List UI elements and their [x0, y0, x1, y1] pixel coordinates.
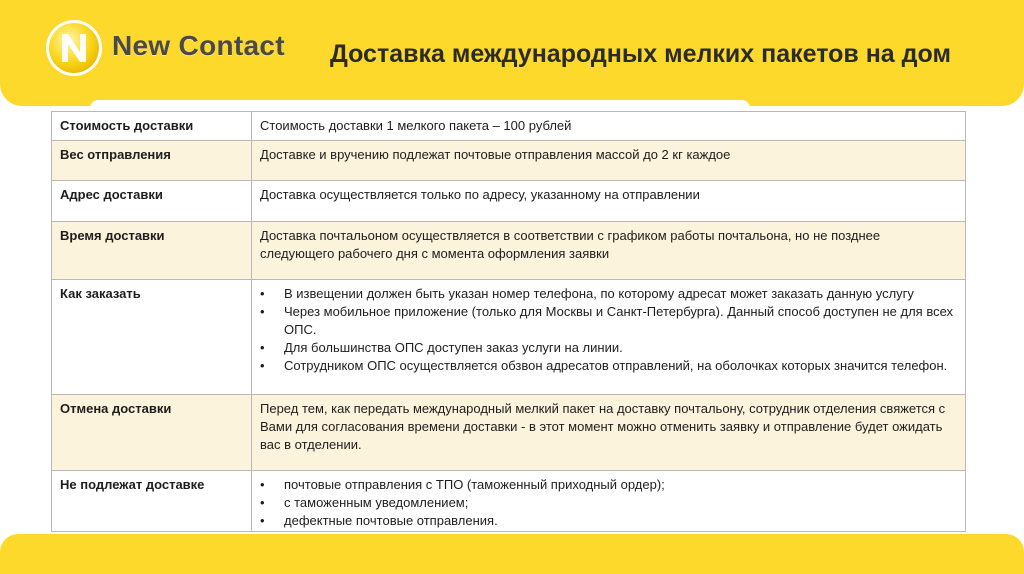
row-label: Отмена доставки: [52, 395, 252, 471]
list-item: • дефектные почтовые отправления.: [260, 512, 957, 530]
list-item: • В извещении должен быть указан номер телефона, по которому адресат может заказать данную услугу: [260, 285, 957, 303]
row-label: Как заказать: [52, 280, 252, 395]
row-value: [252, 471, 966, 532]
row-label: Адрес доставки: [52, 181, 252, 222]
row-value: Доставка почтальоном осуществляется в соответствии с графиком работы почтальона, но не позднее следующего рабочего дня с момента оформления заявки: [252, 222, 966, 280]
list-item: • с таможенным уведомлением;: [260, 494, 957, 512]
list-item: • Для большинства ОПС доступен заказ услуги на линии.: [260, 339, 957, 357]
table-row: [52, 395, 966, 471]
footer-band: [0, 534, 1024, 574]
page-title: Доставка международных мелких пакетов на дом: [330, 40, 951, 68]
row-label: Время доставки: [52, 222, 252, 280]
row-label: Вес отправления: [52, 141, 252, 181]
bullet-list: [260, 285, 957, 375]
row-value: Перед тем, как передать международный мелкий пакет на доставку почтальону, сотрудник отделения свяжется с Вами для согласования времени доставки - в этот момент можно отменить заявку и отправление будет ожидать вас в отделении.: [252, 395, 966, 471]
circle-n-logo-icon: [44, 18, 104, 78]
delivery-info-table: [51, 111, 966, 532]
row-label: Не подлежат доставке: [52, 471, 252, 532]
table-row: [52, 112, 966, 141]
row-label: Стоимость доставки: [52, 112, 252, 141]
bullet-list: [260, 476, 957, 530]
list-item: • почтовые отправления с ТПО (таможенный приходный ордер);: [260, 476, 957, 494]
table-row: [52, 181, 966, 222]
brand-name: New Contact: [112, 30, 285, 61]
table-row: [52, 471, 966, 532]
header-divider: [90, 100, 750, 108]
table-row: [52, 141, 966, 181]
table-row: [52, 280, 966, 395]
list-item: • Сотрудником ОПС осуществляется обзвон адресатов отправлений, на оболочках которых значится телефон.: [260, 357, 957, 375]
row-value: Доставке и вручению подлежат почтовые отправления массой до 2 кг каждое: [252, 141, 966, 181]
row-value: Стоимость доставки 1 мелкого пакета – 100 рублей: [252, 112, 966, 141]
list-item: • Через мобильное приложение (только для Москвы и Санкт-Петербурга). Данный способ доступен не для всех ОПС.: [260, 303, 957, 339]
row-value: [252, 280, 966, 395]
table-row: [52, 222, 966, 280]
row-value: Доставка осуществляется только по адресу, указанному на отправлении: [252, 181, 966, 222]
